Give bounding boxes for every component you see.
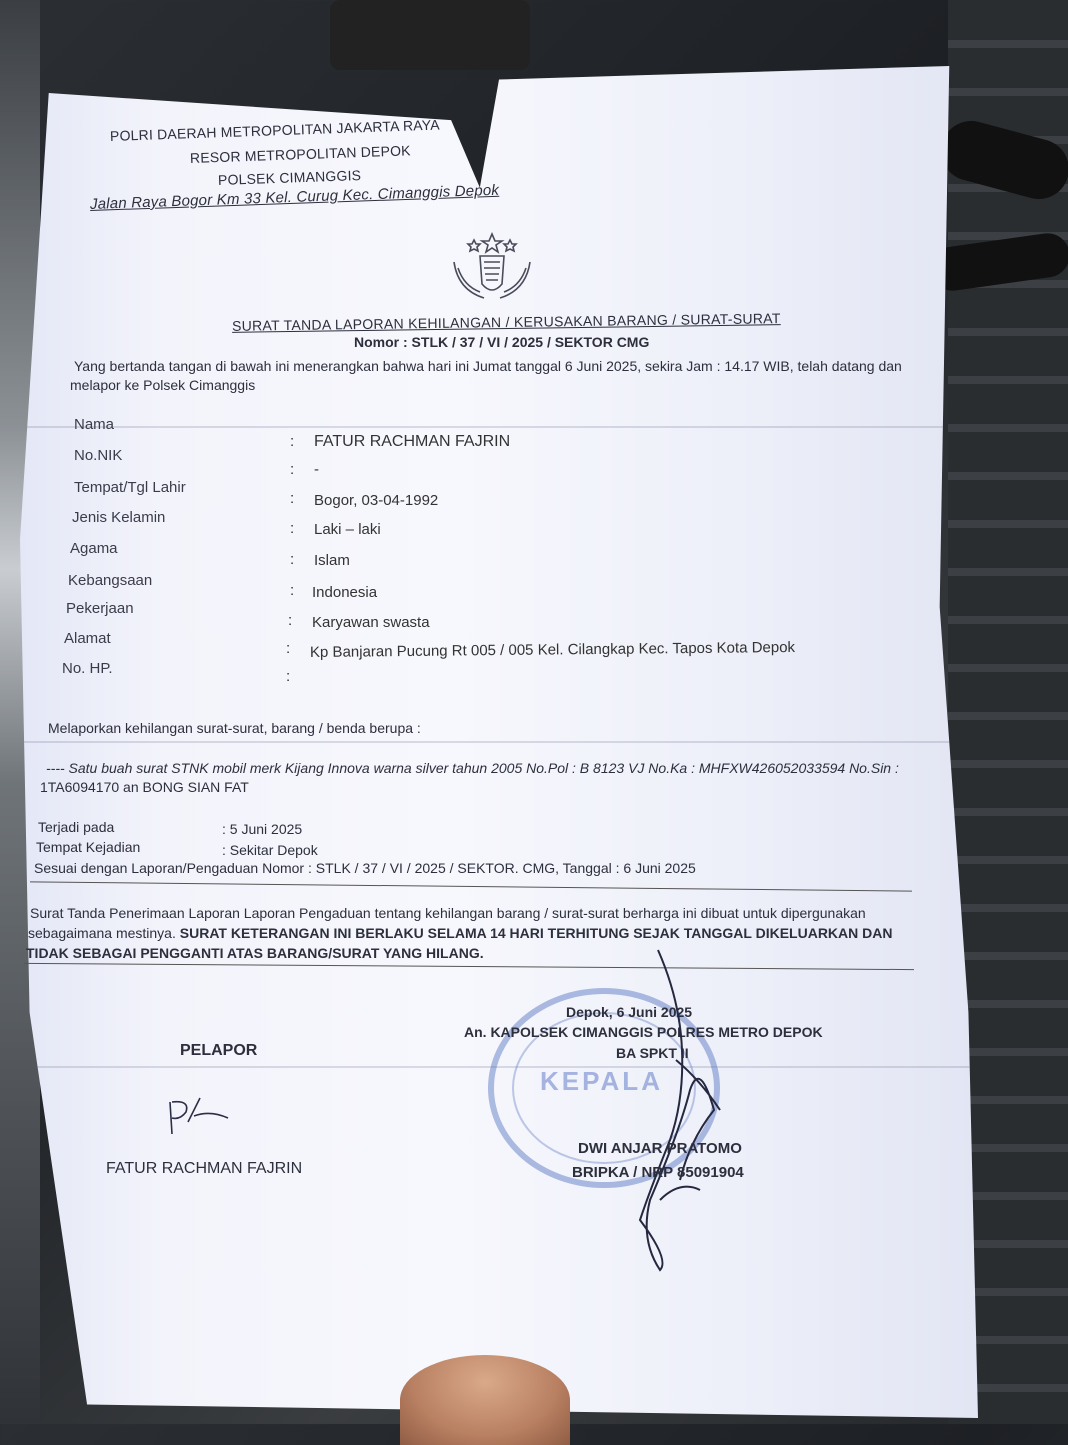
header-line-3: POLSEK CIMANGGIS bbox=[217, 167, 362, 188]
identity-label: No. HP. bbox=[62, 660, 113, 677]
report-title: SURAT TANDA LAPORAN KEHILANGAN / KERUSAKAN BARANG / SURAT-SURAT bbox=[231, 310, 781, 334]
reporter-name: FATUR RACHMAN FAJRIN bbox=[106, 1160, 303, 1177]
identity-colon: : bbox=[290, 490, 295, 507]
lost-item-line-1: ---- Satu buah surat STNK mobil merk Kijang Innova warna silver tahun 2005 No.Pol : B 8123 VJ No.Ka : MHFXW426052033594 No.Sin : bbox=[46, 760, 899, 776]
incident-date-label: Terjadi pada bbox=[38, 819, 115, 835]
thumb bbox=[400, 1355, 570, 1445]
report-intro: Melaporkan kehilangan surat-surat, barang / benda berupa : bbox=[48, 720, 421, 736]
identity-colon: : bbox=[290, 551, 295, 568]
identity-colon: : bbox=[290, 582, 295, 599]
sign-authority: An. KAPOLSEK CIMANGGIS POLRES METRO DEPOK bbox=[464, 1024, 823, 1040]
notice-line-2-normal: sebagaimana mestinya. bbox=[28, 925, 180, 941]
intro-line-2: melapor ke Polsek Cimanggis bbox=[70, 377, 256, 393]
incident-date-value: : 5 Juni 2025 bbox=[222, 821, 303, 837]
identity-value: FATUR RACHMAN FAJRIN bbox=[314, 433, 511, 450]
identity-label: No.NIK bbox=[74, 447, 123, 464]
identity-colon: : bbox=[290, 461, 295, 478]
identity-value: Kp Banjaran Pucung Rt 005 / 005 Kel. Cilangkap Kec. Tapos Kota Depok bbox=[309, 638, 796, 661]
notice-line-2 bbox=[28, 925, 893, 941]
report-number: Nomor : STLK / 37 / VI / 2025 / SEKTOR CMG bbox=[354, 334, 650, 350]
notice-line-3: TIDAK SEBAGAI PENGGANTI ATAS BARANG/SURAT YANG HILANG. bbox=[26, 945, 484, 961]
police-emblem-icon bbox=[444, 232, 540, 306]
identity-label: Kebangsaan bbox=[68, 572, 153, 589]
divider-line bbox=[30, 881, 912, 891]
identity-value: - bbox=[314, 461, 319, 478]
identity-colon: : bbox=[290, 433, 295, 450]
incident-place-label: Tempat Kejadian bbox=[36, 839, 141, 855]
identity-value: Indonesia bbox=[312, 584, 378, 601]
identity-label: Alamat bbox=[64, 630, 111, 647]
header-address: Jalan Raya Bogor Km 33 Kel. Curug Kec. Cimanggis Depok bbox=[89, 181, 500, 213]
intro-line-1: Yang bertanda tangan di bawah ini menerangkan bahwa hari ini Jumat tanggal 6 Juni 2025, sekira Jam : 14.17 WIB, telah datang dan bbox=[74, 358, 902, 374]
identity-label: Agama bbox=[70, 540, 118, 557]
officer-signature-icon bbox=[610, 940, 740, 1280]
reporter-label: PELAPOR bbox=[180, 1042, 258, 1059]
incident-place-value: : Sekitar Depok bbox=[222, 842, 318, 858]
identity-value: Bogor, 03-04-1992 bbox=[314, 492, 439, 509]
identity-colon: : bbox=[286, 668, 291, 685]
report-reference: Sesuai dengan Laporan/Pengaduan Nomor : STLK / 37 / VI / 2025 / SEKTOR. CMG, Tanggal : 6 Juni 2025 bbox=[34, 860, 696, 876]
identity-colon: : bbox=[288, 612, 293, 629]
sign-place-date: Depok, 6 Juni 2025 bbox=[566, 1004, 693, 1020]
identity-label: Pekerjaan bbox=[66, 600, 134, 617]
header-line-1: POLRI DAERAH METROPOLITAN JAKARTA RAYA bbox=[109, 116, 441, 144]
identity-colon: : bbox=[290, 520, 295, 537]
divider-line bbox=[24, 963, 914, 970]
identity-label: Nama bbox=[74, 416, 115, 433]
identity-colon: : bbox=[286, 640, 291, 657]
officer-name: DWI ANJAR PRATOMO bbox=[578, 1140, 742, 1157]
lost-item-line-2: 1TA6094170 an BONG SIAN FAT bbox=[40, 779, 249, 795]
identity-value: Islam bbox=[314, 552, 350, 569]
stamp-text: KEPALA bbox=[540, 1066, 663, 1096]
identity-label: Jenis Kelamin bbox=[72, 509, 166, 526]
identity-value: Karyawan swasta bbox=[312, 614, 430, 631]
identity-value: Laki – laki bbox=[314, 521, 381, 538]
officer-rank-nrp: BRIPKA / NRP 85091904 bbox=[572, 1164, 744, 1181]
notice-line-2-bold: SURAT KETERANGAN INI BERLAKU SELAMA 14 HARI TERHITUNG SEJAK TANGGAL DIKELUARKAN DAN bbox=[179, 925, 893, 941]
identity-label: Tempat/Tgl Lahir bbox=[74, 479, 186, 496]
notice-line-1: Surat Tanda Penerimaan Laporan Laporan Pengaduan tentang kehilangan barang / surat-surat berharga ini dibuat untuk dipergunakan bbox=[30, 905, 866, 921]
reporter-signature-icon bbox=[150, 1092, 240, 1142]
header-line-2: RESOR METROPOLITAN DEPOK bbox=[189, 142, 411, 166]
sign-unit: BA SPKT II bbox=[616, 1045, 689, 1061]
